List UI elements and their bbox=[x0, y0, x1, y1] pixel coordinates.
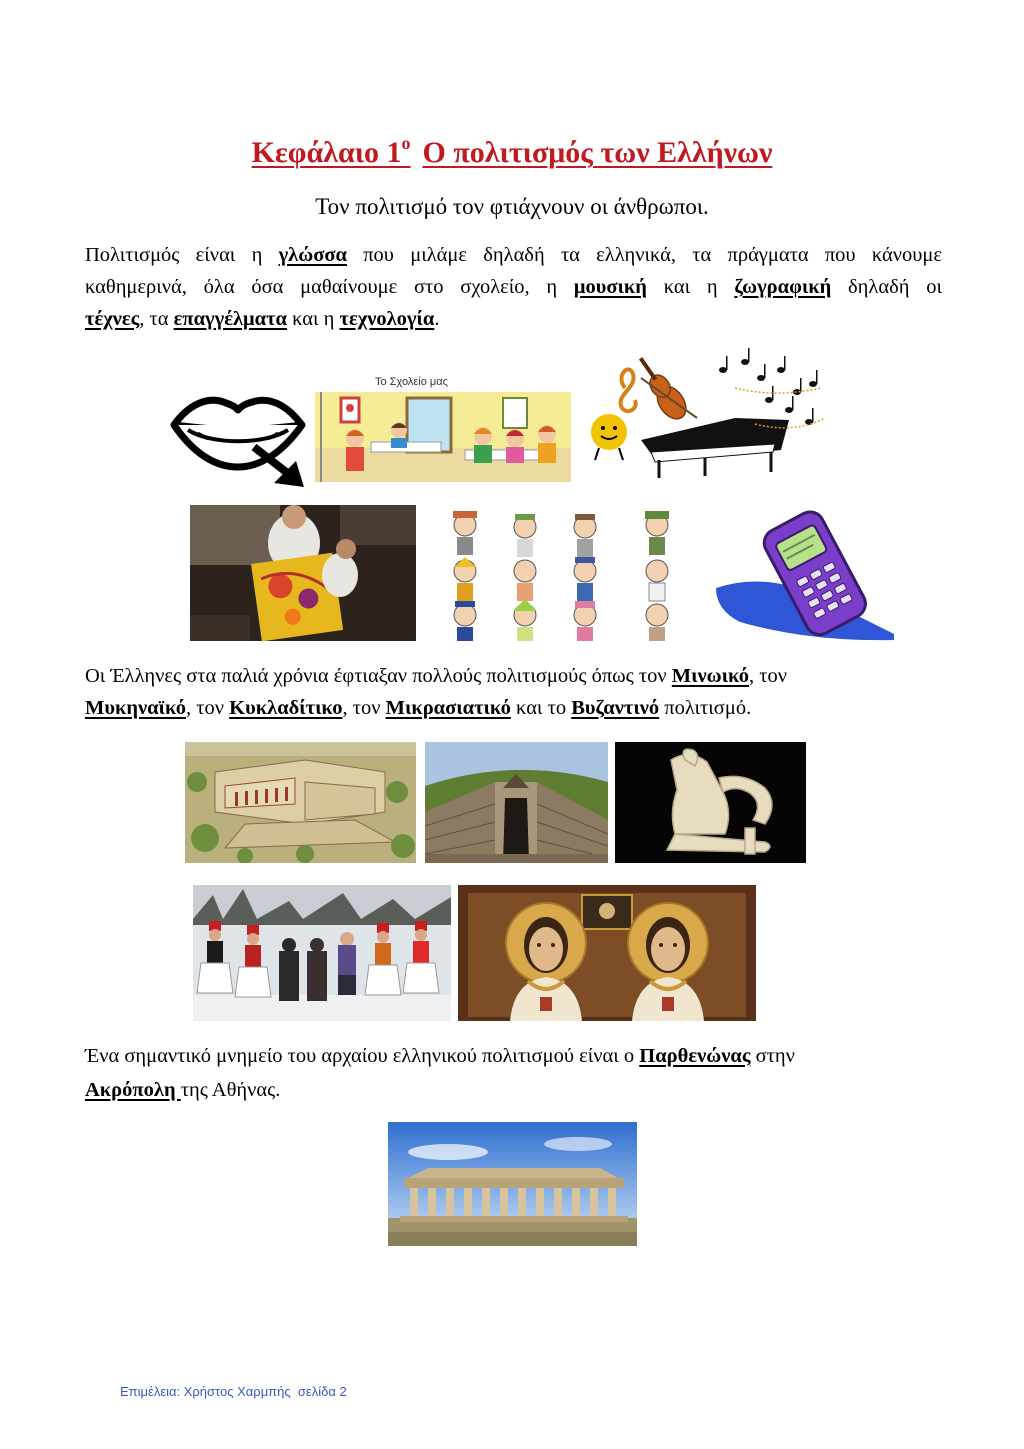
school-image-caption: Το Σχολείο μας bbox=[375, 376, 448, 388]
minoan-palace-image bbox=[185, 742, 416, 863]
text-run: , τον bbox=[342, 697, 386, 719]
parthenon-image bbox=[388, 1122, 637, 1246]
text-run: Ένα σημαντικό μνημείο του αρχαίου ελληνικού πολιτισμού είναι ο bbox=[85, 1045, 640, 1067]
keyword-asia-minor: Μικρασιατικό bbox=[385, 697, 511, 719]
paragraph-line bbox=[85, 660, 942, 692]
keyword-language: γλώσσα bbox=[278, 244, 347, 266]
keyword-byzantine: Βυζαντινό bbox=[571, 697, 660, 719]
text-run: της Αθήνας. bbox=[180, 1079, 281, 1101]
keyword-acropolis: Ακρόπολη bbox=[85, 1079, 181, 1101]
title-superscript: ο bbox=[401, 133, 411, 153]
text-run: καθημερινά, όλα όσα μαθαίνουμε στο σχολείο, η bbox=[85, 276, 574, 298]
cycladic-figurine-image bbox=[615, 742, 806, 863]
page-title bbox=[0, 124, 1024, 174]
paragraph-line bbox=[85, 1073, 942, 1107]
title-rest: Ο πολιτισμός των Ελλήνων bbox=[422, 136, 773, 169]
keyword-technology: τεχνολογία bbox=[339, 308, 435, 330]
mycenaean-tomb-image bbox=[425, 742, 608, 863]
music-image bbox=[585, 348, 831, 482]
text-run: Οι Έλληνες στα παλιά χρόνια έφτιαξαν πολλούς πολιτισμούς όπως τον bbox=[85, 665, 672, 687]
text-run: που μιλάμε δηλαδή τα ελληνικά, τα πράγματα που κάνουμε bbox=[346, 244, 942, 266]
professions-kids-image bbox=[435, 505, 701, 641]
keyword-cycladic: Κυκλαδίτικο bbox=[229, 697, 343, 719]
text-run: και το bbox=[510, 697, 572, 719]
mobile-phone-image bbox=[710, 510, 896, 642]
paragraph-line bbox=[85, 692, 942, 724]
title-prefix: Κεφάλαιο 1 bbox=[251, 136, 402, 169]
text-run: και η bbox=[646, 276, 735, 298]
text-run: πολιτισμό. bbox=[659, 697, 752, 719]
text-run: Πολιτισμός είναι η bbox=[85, 244, 279, 266]
painting-photo-image bbox=[190, 505, 416, 641]
byzantine-icon-image bbox=[458, 885, 756, 1021]
page-subtitle: Τον πολιτισμό τον φτιάχνουν οι άνθρωποι. bbox=[315, 194, 709, 219]
keyword-professions: επαγγέλματα bbox=[173, 308, 287, 330]
text-run: στην bbox=[750, 1045, 795, 1067]
school-image bbox=[315, 368, 571, 482]
paragraph-line bbox=[85, 271, 942, 303]
text-run: και η bbox=[287, 308, 340, 330]
text-run: . bbox=[434, 308, 440, 330]
keyword-arts: τέχνες bbox=[85, 308, 140, 330]
paragraph-line bbox=[85, 239, 942, 271]
text-run: , τον bbox=[749, 665, 788, 687]
title-text bbox=[251, 133, 773, 169]
keyword-parthenon: Παρθενώνας bbox=[639, 1045, 751, 1067]
paragraph-ancient-cultures bbox=[85, 660, 942, 724]
text-run: δηλαδή οι bbox=[831, 276, 942, 298]
keyword-minoan: Μινωικό bbox=[671, 665, 750, 687]
traditional-dancers-image bbox=[193, 885, 451, 1021]
lips-image bbox=[168, 383, 308, 487]
paragraph-line bbox=[85, 1039, 942, 1073]
text-run: , τον bbox=[186, 697, 230, 719]
paragraph-line bbox=[85, 303, 942, 335]
page-footer: Επιμέλεια: Χρήστος Χαρμπής σελίδα 2 bbox=[120, 1384, 347, 1399]
paragraph-culture-definition bbox=[85, 239, 942, 335]
text-run: , τα bbox=[139, 308, 174, 330]
paragraph-parthenon bbox=[85, 1039, 942, 1107]
keyword-mycenaean: Μυκηναϊκό bbox=[85, 697, 187, 719]
keyword-music: μουσική bbox=[573, 276, 647, 298]
keyword-painting: ζωγραφική bbox=[734, 276, 832, 298]
